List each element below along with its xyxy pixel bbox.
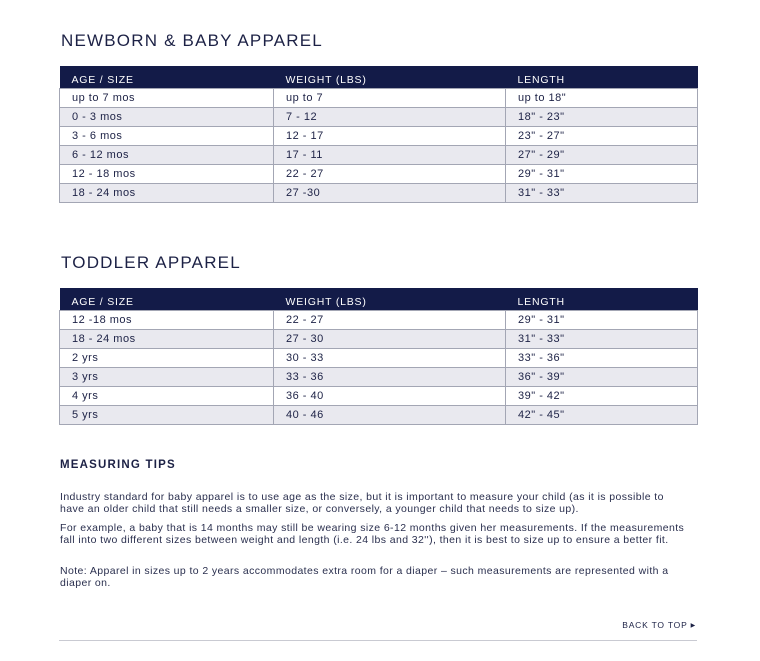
cell-length: 29" - 31" [506,311,698,330]
cell-weight: 22 - 27 [274,311,506,330]
newborn-size-table [59,66,698,203]
cell-length: 27" - 29" [506,146,698,165]
cell-weight: up to 7 [274,89,506,108]
cell-length: 42" - 45" [506,406,698,425]
cell-age: 18 - 24 mos [60,330,274,349]
cell-age: 0 - 3 mos [60,108,274,127]
cell-weight: 17 - 11 [274,146,506,165]
section-title-toddler: TODDLER APPAREL [61,253,241,272]
table-row [60,406,698,425]
table-row [60,349,698,368]
cell-age: 18 - 24 mos [60,184,274,203]
cell-age: 4 yrs [60,387,274,406]
cell-age: 3 - 6 mos [60,127,274,146]
cell-length: 23" - 27" [506,127,698,146]
table-row [60,311,698,330]
cell-age: 3 yrs [60,368,274,387]
cell-age: up to 7 mos [60,89,274,108]
caret-right-icon: ▶ [690,623,696,629]
cell-weight: 30 - 33 [274,349,506,368]
column-header-weight: WEIGHT (LBS) [274,66,506,89]
column-header-age: AGE / SIZE [60,66,274,89]
table-row [60,127,698,146]
cell-weight: 27 -30 [274,184,506,203]
table-row [60,184,698,203]
cell-weight: 36 - 40 [274,387,506,406]
cell-length: 36" - 39" [506,368,698,387]
back-to-top-label: BACK TO TOP [622,620,688,630]
cell-length: 31" - 33" [506,184,698,203]
cell-length: 31" - 33" [506,330,698,349]
table-row [60,368,698,387]
cell-age: 2 yrs [60,349,274,368]
back-to-top-link[interactable] [622,620,696,630]
toddler-size-table [59,288,698,425]
cell-weight: 22 - 27 [274,165,506,184]
measuring-tips-heading: MEASURING TIPS [60,459,176,471]
cell-length: 39" - 42" [506,387,698,406]
column-header-length: LENGTH [506,288,698,311]
tips-paragraph: For example, a baby that is 14 months may still be wearing size 6-12 months given her measurements. If the measurements fall into two different sizes between weight and length (i.e. 24 lbs and 32''), then it is best to size up to ensure a better fit. [60,522,685,546]
table-row [60,146,698,165]
table-header-row [60,66,698,89]
cell-age: 6 - 12 mos [60,146,274,165]
column-header-length: LENGTH [506,66,698,89]
tips-paragraph: Note: Apparel in sizes up to 2 years accommodates extra room for a diaper – such measurements are represented with a diaper on. [60,565,669,589]
cell-age: 5 yrs [60,406,274,425]
table-row [60,89,698,108]
table-header-row [60,288,698,311]
cell-weight: 40 - 46 [274,406,506,425]
table-row [60,330,698,349]
cell-length: 29" - 31" [506,165,698,184]
table-row [60,108,698,127]
cell-weight: 7 - 12 [274,108,506,127]
section-title-newborn: NEWBORN & BABY APPAREL [61,31,323,50]
cell-length: 33" - 36" [506,349,698,368]
cell-length: 18" - 23" [506,108,698,127]
cell-length: up to 18" [506,89,698,108]
cell-age: 12 -18 mos [60,311,274,330]
tips-paragraph: Industry standard for baby apparel is to use age as the size, but it is important to measure your child (as it is possible to have an older child that still needs a smaller size, or conversely, a younger child that needs to size up). [60,491,664,515]
column-header-age: AGE / SIZE [60,288,274,311]
footer-divider [59,640,697,641]
table-row [60,165,698,184]
cell-age: 12 - 18 mos [60,165,274,184]
column-header-weight: WEIGHT (LBS) [274,288,506,311]
cell-weight: 27 - 30 [274,330,506,349]
cell-weight: 33 - 36 [274,368,506,387]
table-row [60,387,698,406]
cell-weight: 12 - 17 [274,127,506,146]
